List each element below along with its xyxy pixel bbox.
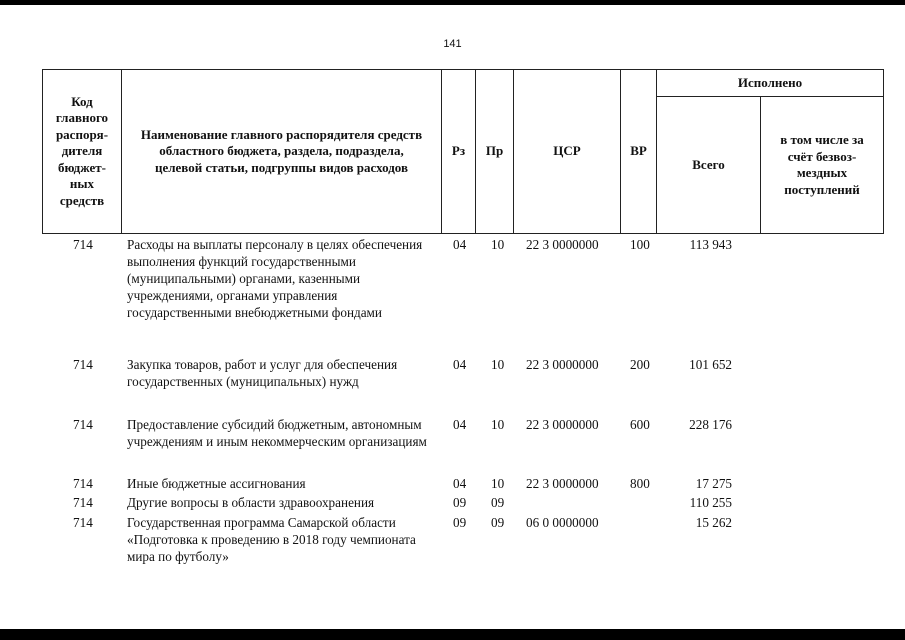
row-csr: 22 3 0000000 (526, 476, 599, 491)
row-name: Расходы на выплаты персоналу в целях обеспечения выполнения функций государственными (муниципальными) органами, казенными учреждениями, органами управления государственными внебюджетными фондами (127, 237, 423, 320)
page-number: 141 (443, 38, 462, 50)
header-name: Наименование главного распорядителя средств областного бюджета, раздела, подраздела, целевой статьи, подгруппы видов расходов (140, 126, 423, 175)
header-vr: ВР (630, 143, 647, 159)
row-rz: 04 (453, 476, 467, 491)
header-total: Всего (692, 156, 725, 172)
header-incl: в том числе за счёт безвоз-мездных поступлений (780, 132, 864, 197)
row-pr: 10 (491, 417, 505, 432)
row-name: Государственная программа Самарской области «Подготовка к проведению в 2018 году чемпионата мира по футболу» (127, 515, 416, 564)
row-rz: 04 (453, 237, 467, 252)
row-code: 714 (73, 515, 93, 530)
row-total: 228 176 (689, 417, 732, 432)
row-pr: 10 (491, 237, 505, 252)
bottom-scan-border (0, 629, 905, 640)
header-csr: ЦСР (553, 143, 581, 159)
row-csr: 22 3 0000000 (526, 417, 599, 432)
row-name: Закупка товаров, работ и услуг для обеспечения государственных (муниципальных) нужд (127, 357, 398, 389)
row-name: Иные бюджетные ассигнования (127, 476, 306, 491)
row-code: 714 (73, 476, 93, 491)
row-total: 110 255 (689, 495, 732, 510)
row-rz: 09 (453, 495, 467, 510)
header-pr: Пр (485, 143, 504, 159)
row-pr: 09 (491, 515, 505, 530)
row-name: Другие вопросы в области здравоохранения (127, 495, 375, 510)
row-csr: 22 3 0000000 (526, 357, 599, 372)
row-code: 714 (73, 357, 93, 372)
row-vr: 600 (630, 417, 650, 432)
row-code: 714 (73, 237, 93, 252)
row-pr: 10 (491, 357, 505, 372)
row-pr: 09 (491, 495, 505, 510)
row-vr: 200 (630, 357, 650, 372)
row-total: 113 943 (689, 237, 732, 252)
row-total: 17 275 (695, 476, 732, 491)
row-vr: 800 (630, 476, 650, 491)
header-code: Код главного распоря-дителя бюджет-ных средств (55, 93, 109, 208)
row-code: 714 (73, 495, 93, 510)
table-header (42, 69, 884, 234)
header-executed: Исполнено (737, 74, 803, 90)
top-scan-border (0, 0, 905, 5)
header-rz: Рз (451, 143, 466, 159)
row-csr: 22 3 0000000 (526, 237, 599, 252)
row-csr: 06 0 0000000 (526, 515, 599, 530)
row-total: 15 262 (695, 515, 732, 530)
row-name: Предоставление субсидий бюджетным, автономным учреждениям и иным некоммерческим организациям (127, 417, 427, 449)
row-total: 101 652 (689, 357, 732, 372)
row-code: 714 (73, 417, 93, 432)
row-rz: 04 (453, 417, 467, 432)
row-vr: 100 (630, 237, 650, 252)
row-pr: 10 (491, 476, 505, 491)
row-rz: 04 (453, 357, 467, 372)
row-rz: 09 (453, 515, 467, 530)
